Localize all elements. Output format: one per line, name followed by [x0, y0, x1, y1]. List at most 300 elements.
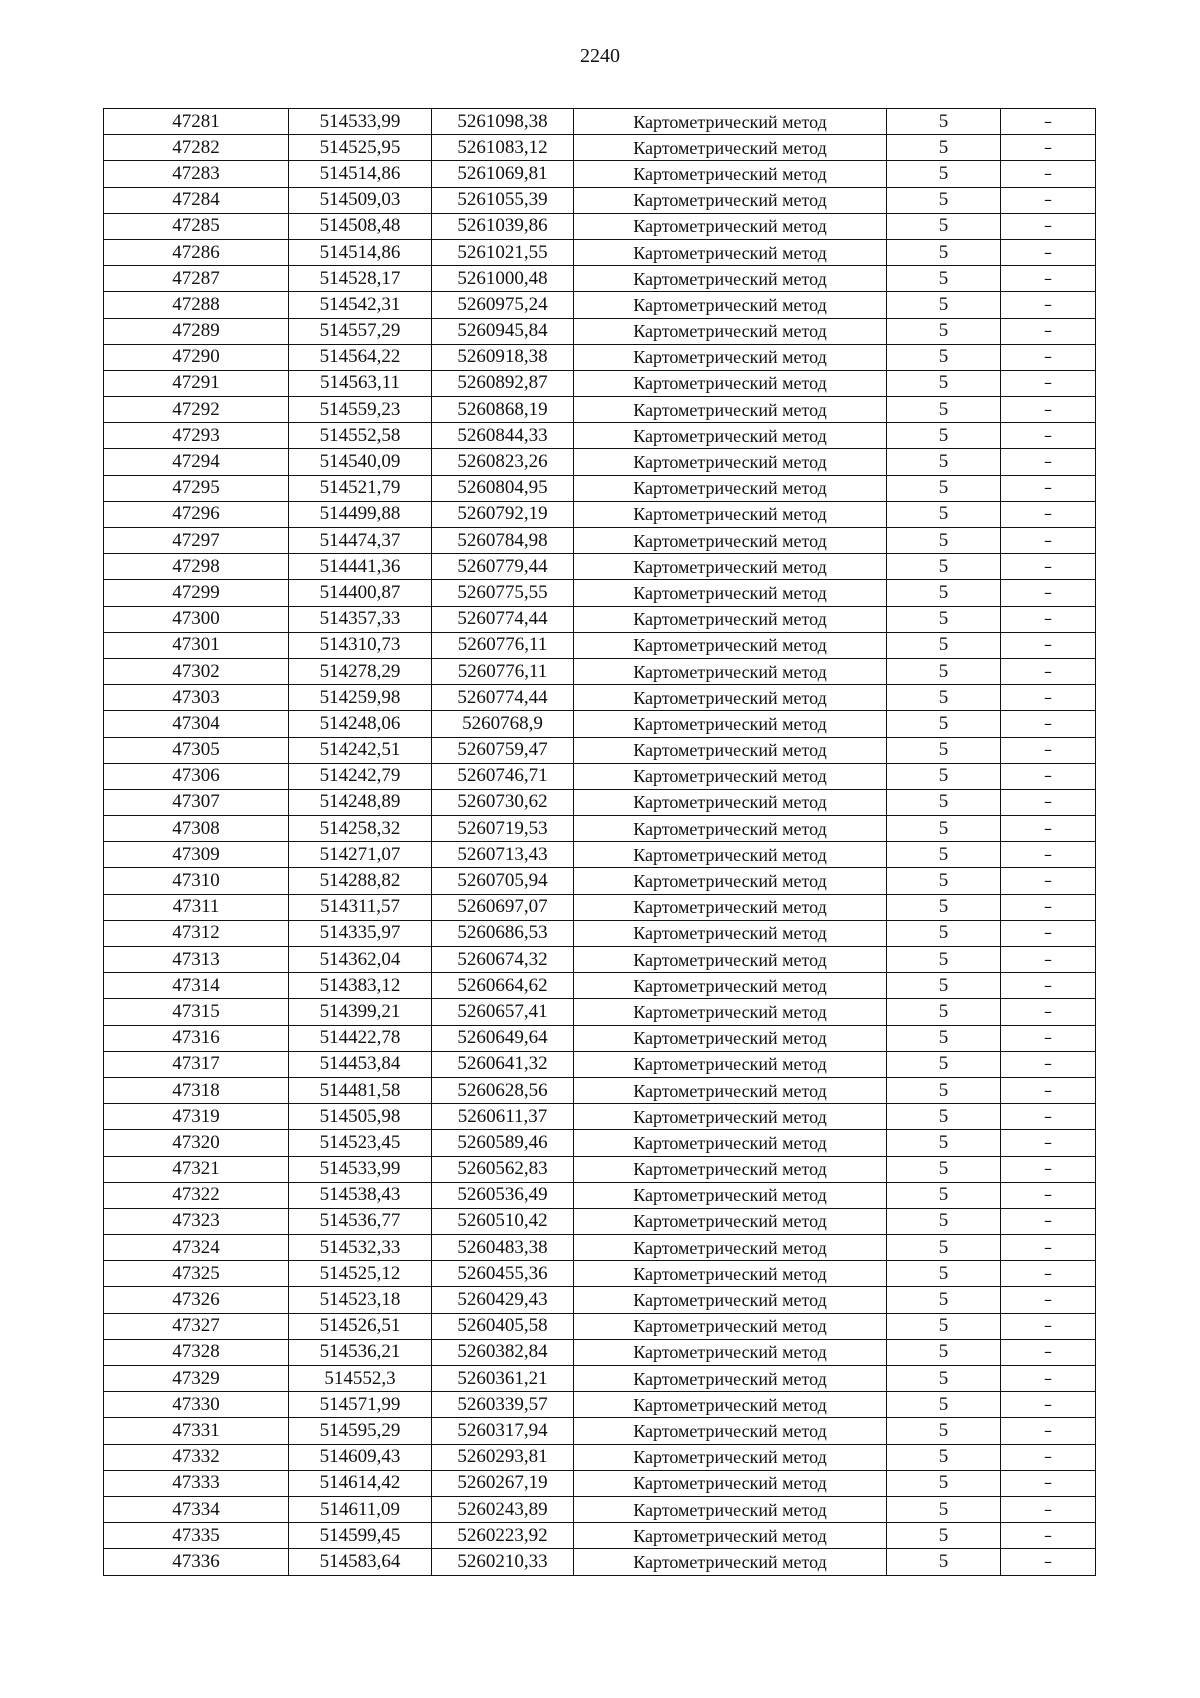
x-coordinate-cell: 514422,78: [289, 1025, 432, 1051]
method-cell: Картометрический метод: [574, 1261, 887, 1287]
note-cell: –: [1001, 1156, 1096, 1182]
note-cell: –: [1001, 1025, 1096, 1051]
point-number-cell: 47292: [104, 397, 289, 423]
accuracy-cell: 5: [887, 161, 1001, 187]
point-number-cell: 47332: [104, 1444, 289, 1470]
accuracy-cell: 5: [887, 292, 1001, 318]
note-cell: –: [1001, 842, 1096, 868]
point-number-cell: 47282: [104, 135, 289, 161]
table-row: [104, 1287, 1096, 1313]
y-coordinate-cell: 5260429,43: [432, 1287, 574, 1313]
table-row: [104, 187, 1096, 213]
note-cell: –: [1001, 475, 1096, 501]
table-row: [104, 842, 1096, 868]
x-coordinate-cell: 514383,12: [289, 973, 432, 999]
method-cell: Картометрический метод: [574, 449, 887, 475]
method-cell: Картометрический метод: [574, 999, 887, 1025]
table-row: [104, 1261, 1096, 1287]
x-coordinate-cell: 514278,29: [289, 658, 432, 684]
x-coordinate-cell: 514242,79: [289, 763, 432, 789]
note-cell: –: [1001, 1077, 1096, 1103]
y-coordinate-cell: 5260405,58: [432, 1313, 574, 1339]
table-row: [104, 1418, 1096, 1444]
x-coordinate-cell: 514271,07: [289, 842, 432, 868]
y-coordinate-cell: 5260730,62: [432, 789, 574, 815]
note-cell: –: [1001, 1104, 1096, 1130]
x-coordinate-cell: 514571,99: [289, 1392, 432, 1418]
x-coordinate-cell: 514564,22: [289, 344, 432, 370]
y-coordinate-cell: 5261069,81: [432, 161, 574, 187]
y-coordinate-cell: 5260697,07: [432, 894, 574, 920]
accuracy-cell: 5: [887, 370, 1001, 396]
table-row: [104, 685, 1096, 711]
accuracy-cell: 5: [887, 528, 1001, 554]
method-cell: Картометрический метод: [574, 606, 887, 632]
table-row: [104, 266, 1096, 292]
table-row: [104, 292, 1096, 318]
point-number-cell: 47331: [104, 1418, 289, 1444]
note-cell: –: [1001, 1235, 1096, 1261]
x-coordinate-cell: 514248,06: [289, 711, 432, 737]
note-cell: –: [1001, 1444, 1096, 1470]
table-row: [104, 397, 1096, 423]
x-coordinate-cell: 514505,98: [289, 1104, 432, 1130]
y-coordinate-cell: 5260918,38: [432, 344, 574, 370]
point-number-cell: 47295: [104, 475, 289, 501]
accuracy-cell: 5: [887, 1313, 1001, 1339]
x-coordinate-cell: 514258,32: [289, 816, 432, 842]
note-cell: –: [1001, 1051, 1096, 1077]
table-row: [104, 1182, 1096, 1208]
table-row: [104, 920, 1096, 946]
x-coordinate-cell: 514532,33: [289, 1235, 432, 1261]
accuracy-cell: 5: [887, 423, 1001, 449]
note-cell: –: [1001, 1208, 1096, 1234]
method-cell: Картометрический метод: [574, 973, 887, 999]
y-coordinate-cell: 5260945,84: [432, 318, 574, 344]
point-number-cell: 47321: [104, 1156, 289, 1182]
point-number-cell: 47305: [104, 737, 289, 763]
note-cell: –: [1001, 187, 1096, 213]
point-number-cell: 47323: [104, 1208, 289, 1234]
y-coordinate-cell: 5260657,41: [432, 999, 574, 1025]
note-cell: –: [1001, 894, 1096, 920]
x-coordinate-cell: 514521,79: [289, 475, 432, 501]
y-coordinate-cell: 5260774,44: [432, 685, 574, 711]
y-coordinate-cell: 5260611,37: [432, 1104, 574, 1130]
method-cell: Картометрический метод: [574, 920, 887, 946]
x-coordinate-cell: 514525,12: [289, 1261, 432, 1287]
table-row: [104, 789, 1096, 815]
table-row: [104, 528, 1096, 554]
point-number-cell: 47309: [104, 842, 289, 868]
table-row: [104, 1339, 1096, 1365]
accuracy-cell: 5: [887, 1549, 1001, 1575]
note-cell: –: [1001, 580, 1096, 606]
accuracy-cell: 5: [887, 999, 1001, 1025]
point-number-cell: 47291: [104, 370, 289, 396]
method-cell: Картометрический метод: [574, 1444, 887, 1470]
note-cell: –: [1001, 554, 1096, 580]
page-number: 2240: [580, 45, 620, 67]
x-coordinate-cell: 514614,42: [289, 1470, 432, 1496]
note-cell: –: [1001, 999, 1096, 1025]
note-cell: –: [1001, 449, 1096, 475]
y-coordinate-cell: 5260317,94: [432, 1418, 574, 1444]
note-cell: –: [1001, 397, 1096, 423]
y-coordinate-cell: 5260868,19: [432, 397, 574, 423]
accuracy-cell: 5: [887, 135, 1001, 161]
point-number-cell: 47301: [104, 632, 289, 658]
note-cell: –: [1001, 685, 1096, 711]
y-coordinate-cell: 5260746,71: [432, 763, 574, 789]
method-cell: Картометрический метод: [574, 213, 887, 239]
x-coordinate-cell: 514552,3: [289, 1366, 432, 1392]
point-number-cell: 47315: [104, 999, 289, 1025]
method-cell: Картометрический метод: [574, 1523, 887, 1549]
point-number-cell: 47336: [104, 1549, 289, 1575]
method-cell: Картометрический метод: [574, 1077, 887, 1103]
table-row: [104, 868, 1096, 894]
y-coordinate-cell: 5260804,95: [432, 475, 574, 501]
method-cell: Картометрический метод: [574, 816, 887, 842]
accuracy-cell: 5: [887, 1051, 1001, 1077]
method-cell: Картометрический метод: [574, 397, 887, 423]
accuracy-cell: 5: [887, 1156, 1001, 1182]
table-row: [104, 1051, 1096, 1077]
accuracy-cell: 5: [887, 816, 1001, 842]
table-row: [104, 475, 1096, 501]
point-number-cell: 47327: [104, 1313, 289, 1339]
method-cell: Картометрический метод: [574, 239, 887, 265]
x-coordinate-cell: 514311,57: [289, 894, 432, 920]
y-coordinate-cell: 5260776,11: [432, 658, 574, 684]
x-coordinate-cell: 514523,45: [289, 1130, 432, 1156]
x-coordinate-cell: 514583,64: [289, 1549, 432, 1575]
table-row: [104, 973, 1096, 999]
note-cell: –: [1001, 1523, 1096, 1549]
x-coordinate-cell: 514536,21: [289, 1339, 432, 1365]
point-number-cell: 47296: [104, 501, 289, 527]
method-cell: Картометрический метод: [574, 344, 887, 370]
y-coordinate-cell: 5260641,32: [432, 1051, 574, 1077]
x-coordinate-cell: 514399,21: [289, 999, 432, 1025]
point-number-cell: 47302: [104, 658, 289, 684]
method-cell: Картометрический метод: [574, 580, 887, 606]
method-cell: Картометрический метод: [574, 370, 887, 396]
point-number-cell: 47290: [104, 344, 289, 370]
point-number-cell: 47298: [104, 554, 289, 580]
method-cell: Картометрический метод: [574, 318, 887, 344]
point-number-cell: 47289: [104, 318, 289, 344]
point-number-cell: 47300: [104, 606, 289, 632]
accuracy-cell: 5: [887, 606, 1001, 632]
table-row: [104, 1366, 1096, 1392]
y-coordinate-cell: 5260223,92: [432, 1523, 574, 1549]
table-row: [104, 1523, 1096, 1549]
x-coordinate-cell: 514248,89: [289, 789, 432, 815]
accuracy-cell: 5: [887, 737, 1001, 763]
accuracy-cell: 5: [887, 475, 1001, 501]
method-cell: Картометрический метод: [574, 1313, 887, 1339]
method-cell: Картометрический метод: [574, 109, 887, 135]
point-number-cell: 47310: [104, 868, 289, 894]
x-coordinate-cell: 514526,51: [289, 1313, 432, 1339]
accuracy-cell: 5: [887, 1418, 1001, 1444]
point-number-cell: 47316: [104, 1025, 289, 1051]
note-cell: –: [1001, 1470, 1096, 1496]
x-coordinate-cell: 514508,48: [289, 213, 432, 239]
table-row: [104, 239, 1096, 265]
point-number-cell: 47297: [104, 528, 289, 554]
note-cell: –: [1001, 973, 1096, 999]
y-coordinate-cell: 5260210,33: [432, 1549, 574, 1575]
accuracy-cell: 5: [887, 580, 1001, 606]
y-coordinate-cell: 5260779,44: [432, 554, 574, 580]
method-cell: Картометрический метод: [574, 1208, 887, 1234]
x-coordinate-cell: 514400,87: [289, 580, 432, 606]
accuracy-cell: 5: [887, 1182, 1001, 1208]
table-row: [104, 580, 1096, 606]
y-coordinate-cell: 5261021,55: [432, 239, 574, 265]
method-cell: Картометрический метод: [574, 1156, 887, 1182]
accuracy-cell: 5: [887, 449, 1001, 475]
accuracy-cell: 5: [887, 1444, 1001, 1470]
x-coordinate-cell: 514357,33: [289, 606, 432, 632]
y-coordinate-cell: 5260510,42: [432, 1208, 574, 1234]
x-coordinate-cell: 514335,97: [289, 920, 432, 946]
note-cell: –: [1001, 1261, 1096, 1287]
accuracy-cell: 5: [887, 1392, 1001, 1418]
method-cell: Картометрический метод: [574, 1235, 887, 1261]
y-coordinate-cell: 5260628,56: [432, 1077, 574, 1103]
accuracy-cell: 5: [887, 973, 1001, 999]
x-coordinate-cell: 514362,04: [289, 947, 432, 973]
accuracy-cell: 5: [887, 1496, 1001, 1522]
x-coordinate-cell: 514563,11: [289, 370, 432, 396]
method-cell: Картометрический метод: [574, 1392, 887, 1418]
table-row: [104, 1130, 1096, 1156]
accuracy-cell: 5: [887, 789, 1001, 815]
note-cell: –: [1001, 711, 1096, 737]
table-row: [104, 1208, 1096, 1234]
method-cell: Картометрический метод: [574, 1182, 887, 1208]
point-number-cell: 47317: [104, 1051, 289, 1077]
note-cell: –: [1001, 606, 1096, 632]
accuracy-cell: 5: [887, 554, 1001, 580]
note-cell: –: [1001, 920, 1096, 946]
accuracy-cell: 5: [887, 397, 1001, 423]
note-cell: –: [1001, 1313, 1096, 1339]
y-coordinate-cell: 5260589,46: [432, 1130, 574, 1156]
y-coordinate-cell: 5260776,11: [432, 632, 574, 658]
y-coordinate-cell: 5260649,64: [432, 1025, 574, 1051]
point-number-cell: 47283: [104, 161, 289, 187]
point-number-cell: 47281: [104, 109, 289, 135]
x-coordinate-cell: 514559,23: [289, 397, 432, 423]
accuracy-cell: 5: [887, 1339, 1001, 1365]
accuracy-cell: 5: [887, 501, 1001, 527]
point-number-cell: 47312: [104, 920, 289, 946]
x-coordinate-cell: 514499,88: [289, 501, 432, 527]
y-coordinate-cell: 5260455,36: [432, 1261, 574, 1287]
table-row: [104, 606, 1096, 632]
accuracy-cell: 5: [887, 109, 1001, 135]
y-coordinate-cell: 5261039,86: [432, 213, 574, 239]
method-cell: Картометрический метод: [574, 1104, 887, 1130]
table-row: [104, 894, 1096, 920]
point-number-cell: 47303: [104, 685, 289, 711]
accuracy-cell: 5: [887, 1261, 1001, 1287]
note-cell: –: [1001, 1496, 1096, 1522]
table-row: [104, 135, 1096, 161]
note-cell: –: [1001, 1339, 1096, 1365]
point-number-cell: 47330: [104, 1392, 289, 1418]
point-number-cell: 47314: [104, 973, 289, 999]
y-coordinate-cell: 5260382,84: [432, 1339, 574, 1365]
point-number-cell: 47285: [104, 213, 289, 239]
method-cell: Картометрический метод: [574, 737, 887, 763]
x-coordinate-cell: 514533,99: [289, 1156, 432, 1182]
method-cell: Картометрический метод: [574, 501, 887, 527]
note-cell: –: [1001, 947, 1096, 973]
point-number-cell: 47313: [104, 947, 289, 973]
y-coordinate-cell: 5260768,9: [432, 711, 574, 737]
method-cell: Картометрический метод: [574, 842, 887, 868]
y-coordinate-cell: 5260713,43: [432, 842, 574, 868]
x-coordinate-cell: 514474,37: [289, 528, 432, 554]
accuracy-cell: 5: [887, 1366, 1001, 1392]
point-number-cell: 47319: [104, 1104, 289, 1130]
note-cell: –: [1001, 370, 1096, 396]
method-cell: Картометрический метод: [574, 1339, 887, 1365]
note-cell: –: [1001, 737, 1096, 763]
point-number-cell: 47333: [104, 1470, 289, 1496]
y-coordinate-cell: 5260719,53: [432, 816, 574, 842]
note-cell: –: [1001, 816, 1096, 842]
method-cell: Картометрический метод: [574, 1418, 887, 1444]
method-cell: Картометрический метод: [574, 135, 887, 161]
table-row: [104, 632, 1096, 658]
note-cell: –: [1001, 318, 1096, 344]
note-cell: –: [1001, 239, 1096, 265]
x-coordinate-cell: 514599,45: [289, 1523, 432, 1549]
point-number-cell: 47308: [104, 816, 289, 842]
x-coordinate-cell: 514259,98: [289, 685, 432, 711]
point-number-cell: 47306: [104, 763, 289, 789]
point-number-cell: 47293: [104, 423, 289, 449]
table-row: [104, 947, 1096, 973]
x-coordinate-cell: 514525,95: [289, 135, 432, 161]
accuracy-cell: 5: [887, 187, 1001, 213]
method-cell: Картометрический метод: [574, 161, 887, 187]
point-number-cell: 47288: [104, 292, 289, 318]
y-coordinate-cell: 5260823,26: [432, 449, 574, 475]
method-cell: Картометрический метод: [574, 1025, 887, 1051]
table-row: [104, 737, 1096, 763]
method-cell: Картометрический метод: [574, 868, 887, 894]
point-number-cell: 47328: [104, 1339, 289, 1365]
accuracy-cell: 5: [887, 1235, 1001, 1261]
x-coordinate-cell: 514540,09: [289, 449, 432, 475]
table-row: [104, 370, 1096, 396]
note-cell: –: [1001, 1392, 1096, 1418]
accuracy-cell: 5: [887, 1208, 1001, 1234]
table-row: [104, 344, 1096, 370]
table-row: [104, 1470, 1096, 1496]
accuracy-cell: 5: [887, 632, 1001, 658]
x-coordinate-cell: 514552,58: [289, 423, 432, 449]
note-cell: –: [1001, 1418, 1096, 1444]
accuracy-cell: 5: [887, 1104, 1001, 1130]
method-cell: Картометрический метод: [574, 1470, 887, 1496]
accuracy-cell: 5: [887, 1130, 1001, 1156]
accuracy-cell: 5: [887, 1025, 1001, 1051]
y-coordinate-cell: 5260664,62: [432, 973, 574, 999]
point-number-cell: 47334: [104, 1496, 289, 1522]
note-cell: –: [1001, 109, 1096, 135]
x-coordinate-cell: 514288,82: [289, 868, 432, 894]
note-cell: –: [1001, 292, 1096, 318]
table-row: [104, 711, 1096, 737]
point-number-cell: 47311: [104, 894, 289, 920]
accuracy-cell: 5: [887, 344, 1001, 370]
point-number-cell: 47335: [104, 1523, 289, 1549]
x-coordinate-cell: 514310,73: [289, 632, 432, 658]
note-cell: –: [1001, 763, 1096, 789]
point-number-cell: 47322: [104, 1182, 289, 1208]
note-cell: –: [1001, 213, 1096, 239]
accuracy-cell: 5: [887, 920, 1001, 946]
note-cell: –: [1001, 868, 1096, 894]
y-coordinate-cell: 5260339,57: [432, 1392, 574, 1418]
table-row: [104, 658, 1096, 684]
x-coordinate-cell: 514509,03: [289, 187, 432, 213]
point-number-cell: 47329: [104, 1366, 289, 1392]
note-cell: –: [1001, 266, 1096, 292]
y-coordinate-cell: 5261000,48: [432, 266, 574, 292]
x-coordinate-cell: 514242,51: [289, 737, 432, 763]
coordinates-table-body: [104, 109, 1096, 1576]
coordinates-table: [103, 108, 1096, 1576]
table-row: [104, 1496, 1096, 1522]
accuracy-cell: 5: [887, 213, 1001, 239]
y-coordinate-cell: 5260562,83: [432, 1156, 574, 1182]
method-cell: Картометрический метод: [574, 711, 887, 737]
method-cell: Картометрический метод: [574, 685, 887, 711]
y-coordinate-cell: 5261055,39: [432, 187, 574, 213]
table-row: [104, 213, 1096, 239]
y-coordinate-cell: 5261098,38: [432, 109, 574, 135]
note-cell: –: [1001, 1287, 1096, 1313]
table-row: [104, 449, 1096, 475]
x-coordinate-cell: 514441,36: [289, 554, 432, 580]
y-coordinate-cell: 5260674,32: [432, 947, 574, 973]
x-coordinate-cell: 514557,29: [289, 318, 432, 344]
table-row: [104, 1104, 1096, 1130]
method-cell: Картометрический метод: [574, 947, 887, 973]
note-cell: –: [1001, 658, 1096, 684]
table-row: [104, 1392, 1096, 1418]
table-row: [104, 1156, 1096, 1182]
table-row: [104, 1077, 1096, 1103]
method-cell: Картометрический метод: [574, 894, 887, 920]
method-cell: Картометрический метод: [574, 632, 887, 658]
point-number-cell: 47299: [104, 580, 289, 606]
accuracy-cell: 5: [887, 842, 1001, 868]
accuracy-cell: 5: [887, 1287, 1001, 1313]
y-coordinate-cell: 5260775,55: [432, 580, 574, 606]
